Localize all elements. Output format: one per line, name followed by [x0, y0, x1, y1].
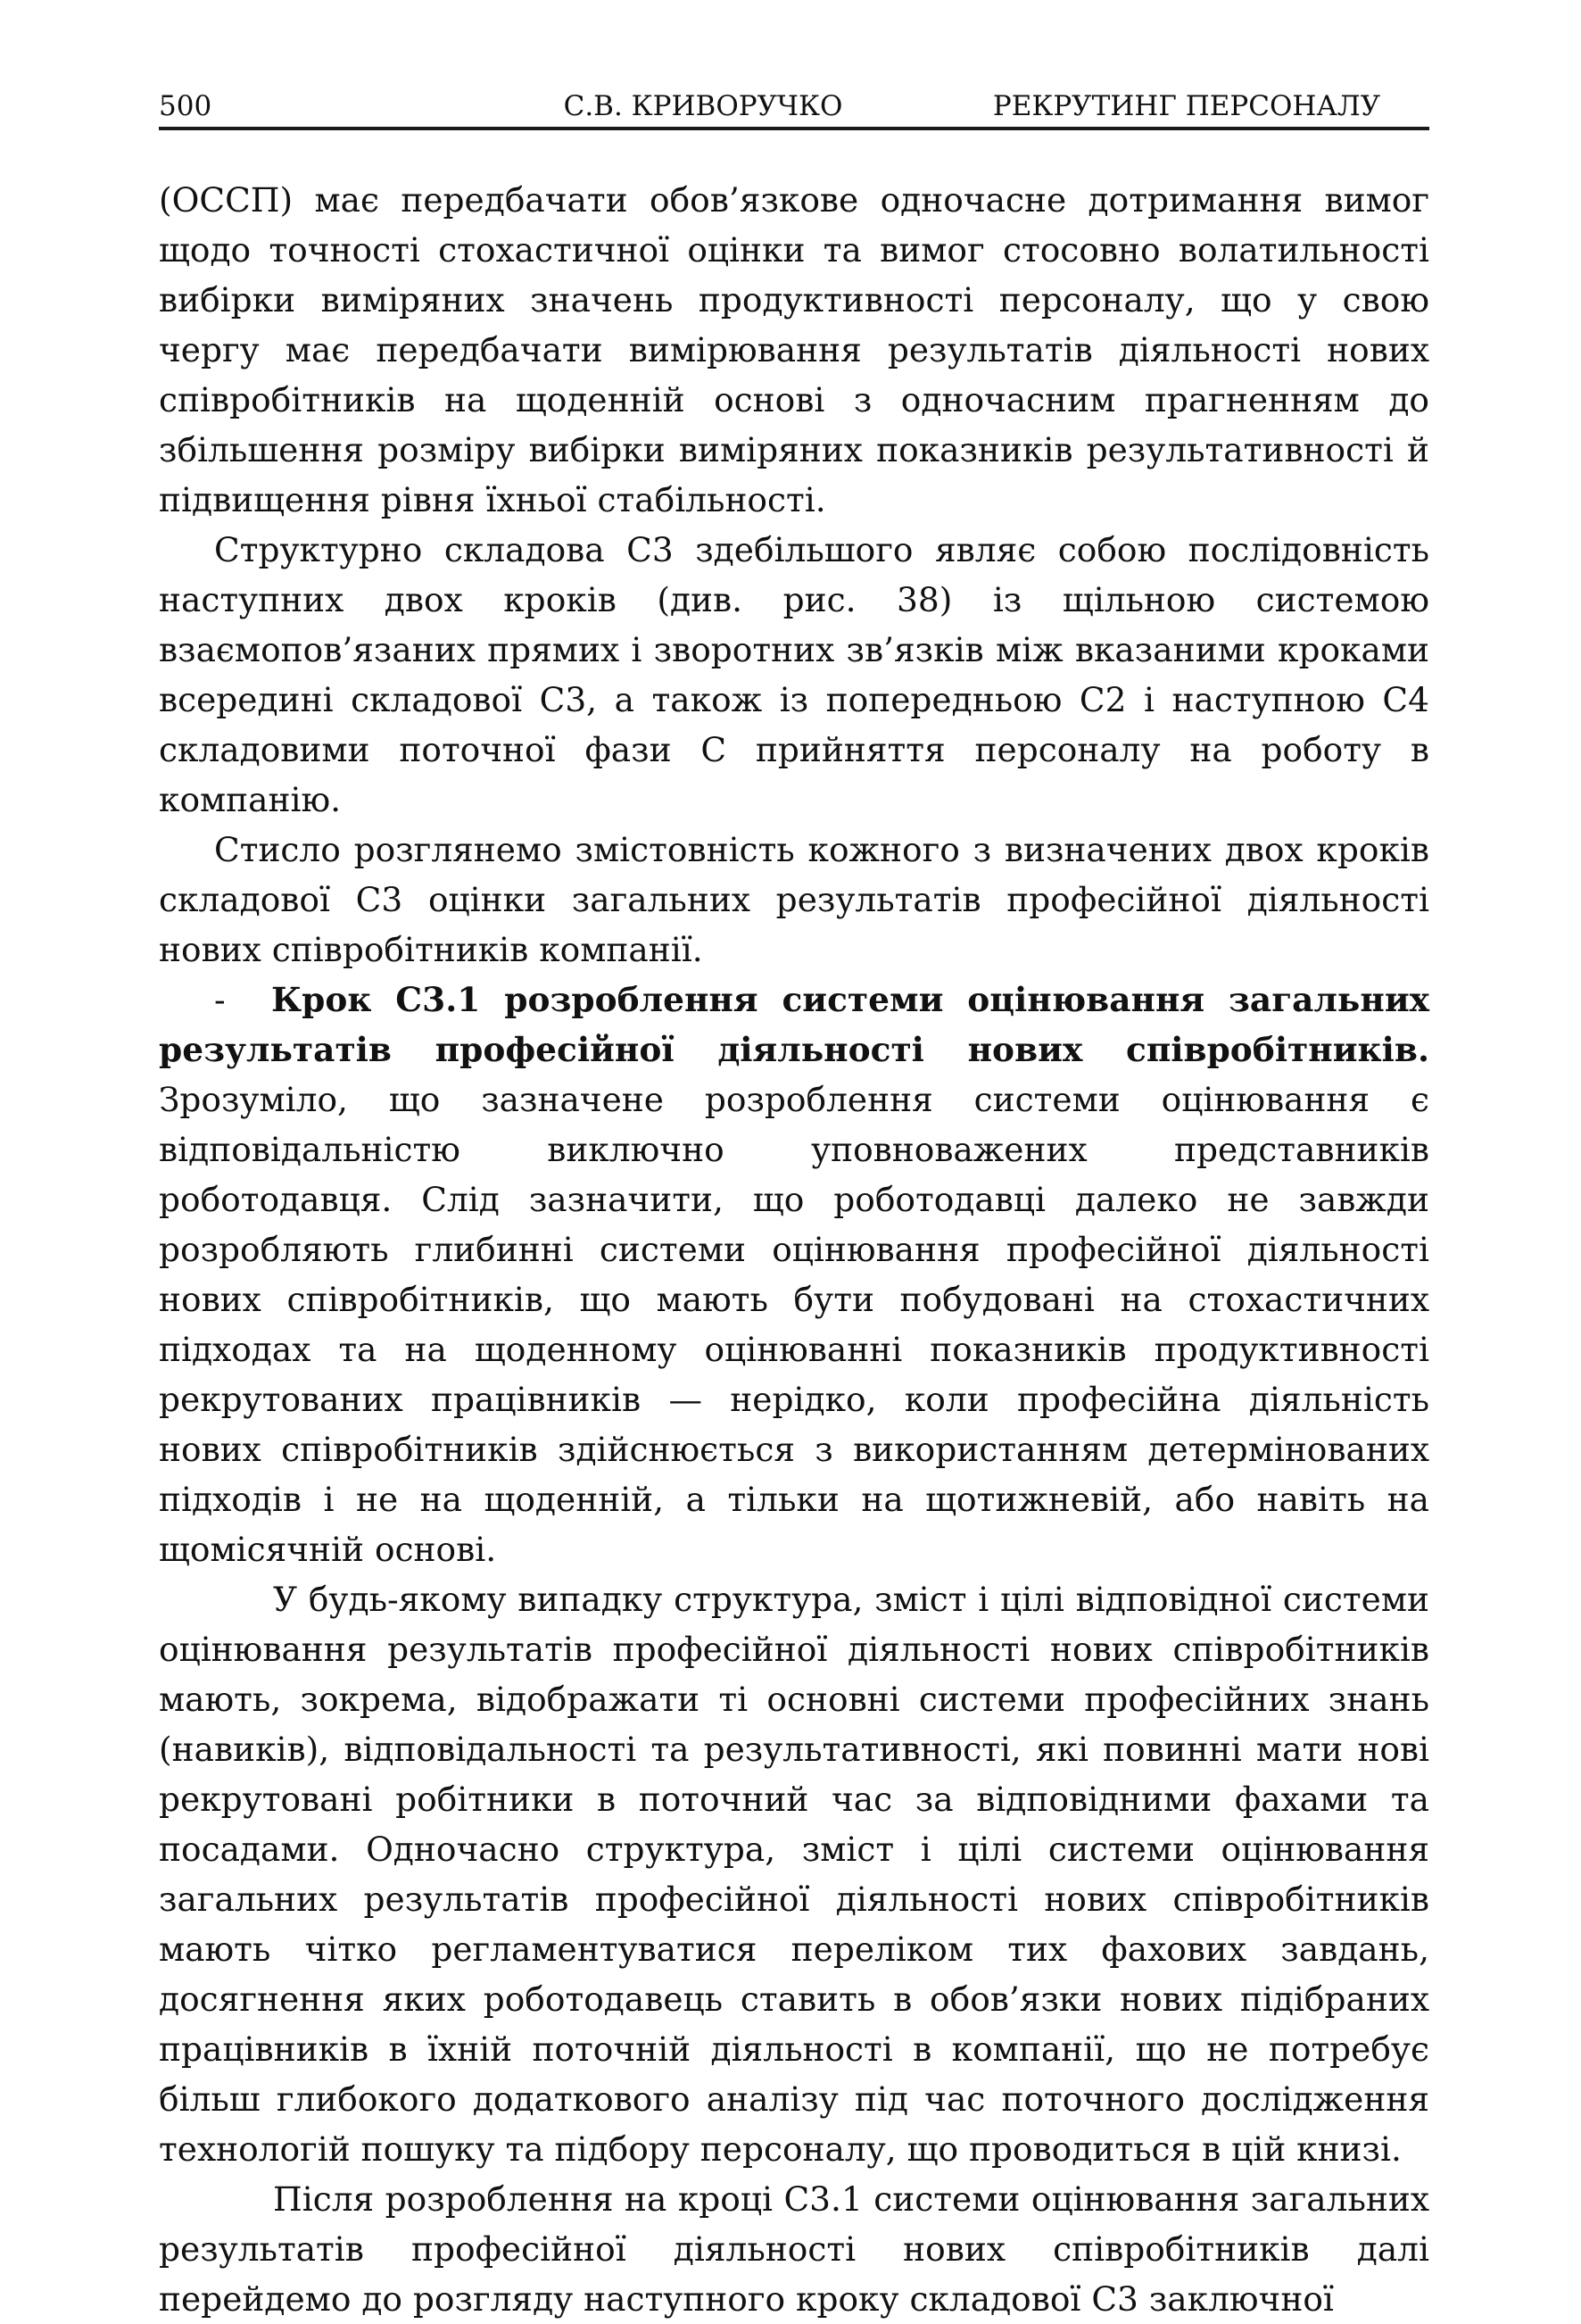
paragraph: У будь-якому випадку структура, зміст і цілі відповідної системи оцінювання результатів професійної діяльності нових співробітників мають, зокрема, відображати ті основні системи професійних знань (навиків), відповідальності та результативності, які повинні мати нові рекрутовані робітники в поточний час за відповідними фахами та посадами. Одночасно структура, зміст і цілі системи оцінювання загальних результатів професійної діяльності нових співробітників мають чітко регламентуватися переліком тих фахових завдань, досягнення яких роботодавець ставить в обов’язки нових підібраних працівників в їхній поточній діяльності в компанії, що не потребує більш глибокого додаткового аналізу під час поточного дослідження технологій пошуку та підбору персоналу, що проводиться в цій книзі. — [159, 1580, 1429, 2169]
page-number: 500 — [159, 90, 212, 122]
step-heading: Крок С3.1 розроблення системи оцінювання загальних результатів професійної діяльності нових співробітників. — [159, 980, 1429, 1069]
paragraph-continuation: (ОССП) має передбачати обов’язкове одночасне дотримання вимог щодо точності стохастичної оцінки та вимог стосовно волатильності вибірки виміряних значень продуктивності персоналу, що у свою чергу має передбачати вимірювання результатів діяльності нових співробітників на щоденній основі з одночасним прагненням до збільшення розміру вибірки виміряних показників результативності й підвищення рівня їхньої стабільності. — [159, 180, 1429, 519]
running-header — [159, 91, 1429, 130]
paragraph: Структурно складова С3 здебільшого являє собою послідовність наступних двох кроків (див. рис. 38) із щільною системою взаємопов’язаних прямих і зворотних зв’язків між вказаними кроками всередині складової С3, а також із попередньою С2 і наступною С4 складовими поточної фази С прийняття персоналу на роботу в компанію. — [159, 530, 1429, 819]
page-body — [159, 175, 1429, 2324]
header-author: С.В. КРИВОРУЧКО — [563, 90, 843, 122]
step-description: Зрозуміло, що зазначене розроблення системи оцінювання є відповідальністю виключно уповноважених представників роботодавця. Слід зазначити, що роботодавці далеко не завжди розробляють глибинні системи оцінювання професійної діяльності нових співробітників, що мають бути побудовані на стохастичних підходах та на щоденному оцінюванні показників продуктивності рекрутованих працівників — нерідко, коли професійна діяльність нових співробітників здійснюється з використанням детермінованих підходів і не на щоденній, а тільки на щотижневій, або навіть на щомісячній основі. — [159, 1080, 1429, 1569]
paragraph: Після розроблення на кроці С3.1 системи оцінювання загальних результатів професійної діяльності нових співробітників далі перейдемо до розгляду наступного кроку складової С3 заключної — [159, 2179, 1429, 2319]
header-book-title: РЕКРУТИНГ ПЕРСОНАЛУ — [992, 90, 1381, 122]
paragraph: Стисло розглянемо змістовність кожного з визначених двох кроків складової С3 оцінки загальних результатів професійної діяльності нових співробітників компанії. — [159, 830, 1429, 969]
list-dash-marker: - — [214, 980, 226, 1019]
step-c3-1-paragraph — [159, 975, 1429, 1574]
